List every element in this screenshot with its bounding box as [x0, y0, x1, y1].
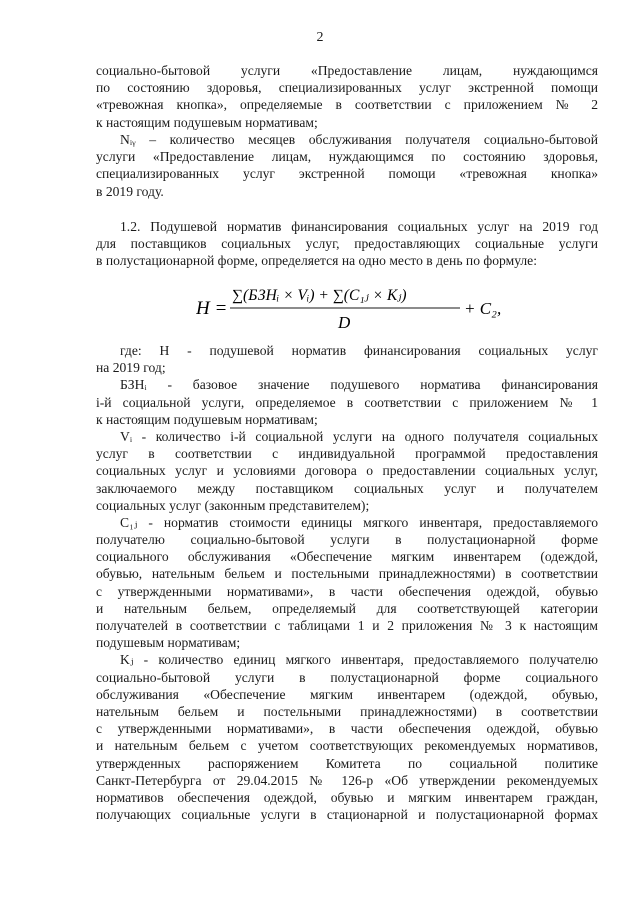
text-line: с утвержденными нормативами», в части обеспечения одеждой, обувью [96, 721, 598, 737]
formula-denominator: D [338, 313, 351, 332]
text-line: нательным бельем и постельными принадлежностями) в соответствии [96, 703, 598, 719]
text-line: нормативов обеспечения одеждой, обувью и мягким инвентарем граждан, [96, 789, 598, 805]
text-line: в полустационарной форме, определяется на одно место в день по формуле: [96, 253, 537, 269]
text-line: заключаемого между поставщиком социальных услуг и получателем [96, 480, 598, 496]
text-line: «тревожная кнопка», определяемые в соответствии с приложением № 2 [96, 97, 598, 113]
text-line: C₁ⱼ - норматив стоимости единицы мягкого инвентаря, предоставляемого [120, 514, 598, 530]
text-line: обслуживания «Обеспечение мягким инвентарем (одеждой, обувью, [96, 686, 598, 702]
text-line: социальных услуг и условиями договора о предоставлении социальных услуг, [96, 463, 598, 479]
text-line: Vᵢ - количество i-й социальной услуги на одного получателя социальных [120, 428, 598, 444]
text-line: для поставщиков социальных услуг, предоставляющих социальные услуги [96, 236, 598, 252]
text-line: услуг в соответствии с индивидуальной программой предоставления [96, 446, 598, 462]
formula-lhs: H = [196, 298, 228, 319]
paragraph-definitions [96, 342, 598, 823]
paragraph-continuation [96, 62, 598, 131]
text-line: социально-бытовой услуги в полустационарной форме социального [96, 669, 598, 685]
formula-numerator: ∑(БЗНᵢ × Vᵢ) + ∑(C₁ⱼ × Kⱼ) [232, 287, 407, 304]
text-line: i-й социальной услуги, определяемое в соответствии с приложением № 1 [96, 394, 598, 410]
text-line: социальных услуг (законным представителем); [96, 497, 370, 513]
page-number: 2 [316, 30, 324, 45]
text-line: подушевым нормативам; [96, 635, 241, 651]
text-line: к настоящим подушевым нормативам; [96, 114, 318, 130]
text-line: Nᵢᵧ – количество месяцев обслуживания получателя социально-бытовой [120, 132, 598, 147]
formula [196, 278, 516, 336]
text-line: услуги «Предоставление лицам, нуждающимся по состоянию здоровья, [96, 149, 598, 165]
text-line: на 2019 год; [96, 360, 166, 376]
text-line: к настоящим подушевым нормативам; [96, 411, 318, 427]
text-line: 1.2. Подушевой норматив финансирования социальных услуг на 2019 год [120, 219, 598, 234]
text-line: Kⱼ - количество единиц мягкого инвентаря, предоставляемого получателю [120, 652, 598, 668]
text-line: и нательным бельем, определяемый для соответствующей категории [96, 600, 598, 616]
text-line: специализированных услуг экстренной помощи «тревожная кнопка» [96, 166, 598, 182]
text-line: социального обслуживания «Обеспечение мягким инвентарем (одеждой, [96, 549, 598, 565]
text-line: с утвержденными нормативами», в части обеспечения одеждой, обувью [96, 583, 598, 599]
text-line: обувью, нательным бельем и постельными принадлежностями) в соответствии [96, 566, 598, 582]
text-line: получающих социальные услуги в стационарной и полустационарной формах [96, 807, 598, 823]
text-line: где: Н - подушевой норматив финансирования социальных услуг [120, 343, 598, 358]
text-line: получателю социально-бытовой услуги в полустационарной форме [96, 532, 598, 548]
text-line: по состоянию здоровья, специализированных услуг экстренной помощи [96, 80, 598, 96]
text-line: социально-бытовой услуги «Предоставление лицам, нуждающимся [96, 63, 598, 78]
formula-tail: + C₂, [464, 299, 502, 318]
paragraph-n-definition [96, 131, 598, 200]
text-line: получателей в соответствии с таблицами 1 и 2 приложения № 3 к настоящим [96, 618, 598, 633]
paragraph-section-1-2 [96, 218, 598, 270]
text-line: утвержденных распоряжением Комитета по социальной политике [96, 755, 598, 771]
text-line: Санкт-Петербурга от 29.04.2015 № 126-р «Об утверждении рекомендуемых [96, 772, 598, 788]
text-line: и нательным бельем с учетом соответствующих рекомендуемых нормативов, [96, 738, 598, 754]
text-line: в 2019 году. [96, 183, 164, 199]
text-line: БЗНᵢ - базовое значение подушевого норматива финансирования [120, 377, 598, 393]
